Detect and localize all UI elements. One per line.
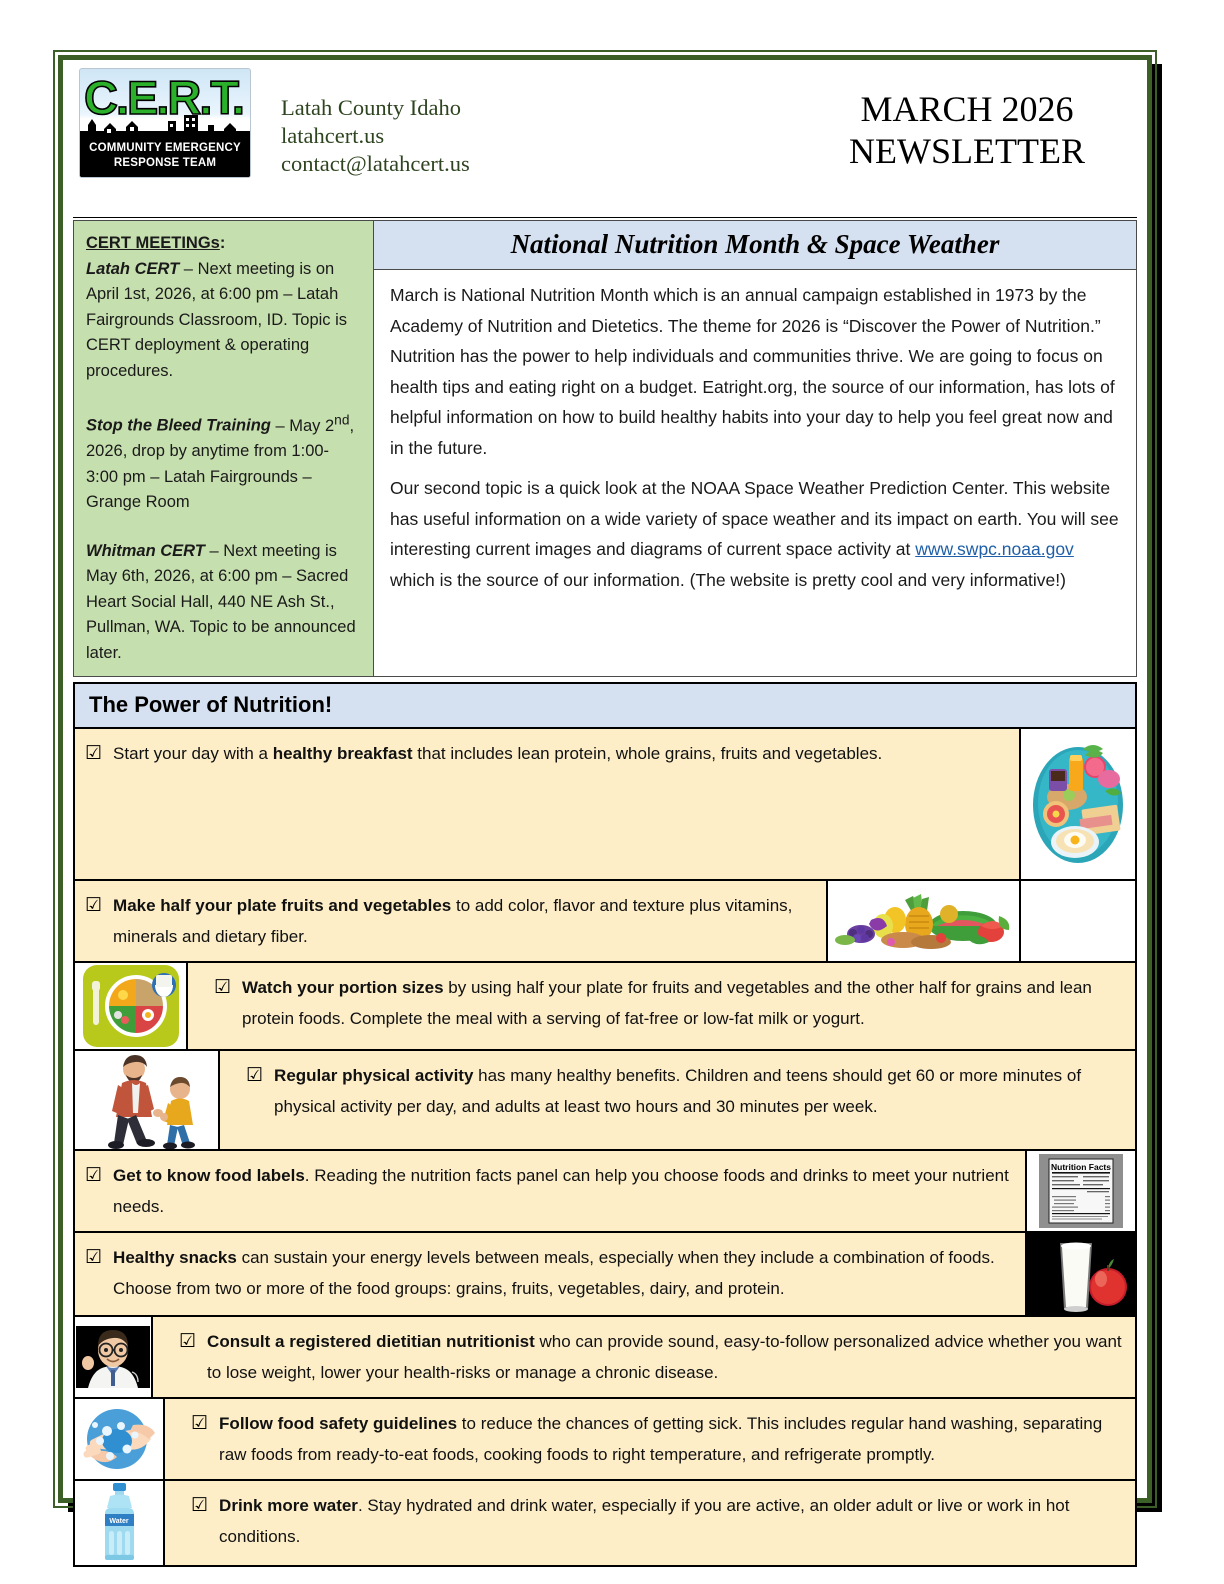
handwashing-icon-image — [75, 1399, 165, 1479]
swpc-noaa-link[interactable]: www.swpc.noaa.gov — [915, 539, 1074, 559]
top-content-band — [73, 220, 1137, 677]
tip-3-after: has many healthy benefits. Children and teens should get 60 or more minutes of physical activity per day, and adults at least two hours and 30 minutes per week. — [274, 1066, 1082, 1116]
meeting-1-block — [86, 407, 361, 516]
tip-1-body — [113, 890, 814, 952]
tip-6-text — [153, 1317, 1135, 1397]
tip-0-bold: healthy breakfast — [272, 744, 413, 763]
masthead-newsletter-label: NEWSLETTER — [849, 131, 1085, 171]
meetings-heading-block — [86, 231, 361, 384]
tip-5-body — [113, 1242, 1013, 1304]
tip-8-text — [165, 1481, 1135, 1565]
article-p2-part1: Our second topic is a quick look at the NOAA Space Weather Prediction Center. This website has useful information on a wide variety of space weather and its impact on earth. You will see interesting current images and diagrams of current space activity at — [390, 478, 1119, 559]
masthead-title — [807, 68, 1137, 172]
tip-4-text — [75, 1151, 1025, 1231]
meeting-0-detail: – Next meeting is on April 1st, 2026, at 6:00 pm – Latah Fairgrounds Classroom, ID. Topic is CERT deployment & operating procedures. — [86, 259, 348, 380]
svg-text:Water: Water — [109, 1518, 129, 1525]
tip-6-bold: Consult a registered dietitian nutritionist — [207, 1332, 535, 1351]
organization-info — [255, 68, 807, 178]
father-child-walking-icon — [82, 1051, 212, 1149]
article-paragraph-1: March is National Nutrition Month which is an annual campaign established in 1973 by the Academy of Nutrition and Dietetics. The theme for 2026 is “Discover the Power of Nutrition.” Nutrition has the power to help individuals and communities thrive. We are going to focus on health tips and eating right on a budget. Eatright.org, the source of our information, has lots of helpful information on how to build healthy habits into your day to help you feel great now and in the future. — [390, 285, 1115, 458]
tip-8-after: . Stay hydrated and drink water, especially if you are active, an older adult or live or work in hot conditions. — [219, 1496, 1070, 1546]
milk-and-apple-image — [1025, 1233, 1135, 1315]
table-row — [75, 1151, 1135, 1233]
meeting-2-block — [86, 539, 361, 667]
table-row — [75, 963, 1135, 1051]
tip-0-after: that includes lean protein, whole grains, fruits and vegetables. — [412, 744, 883, 763]
tip-3-text — [220, 1051, 1135, 1149]
meeting-1-name: Stop the Bleed Training — [86, 416, 271, 435]
meeting-2-detail: – Next meeting is May 6th, 2026, at 6:00 pm – Sacred Heart Social Hall, 440 NE Ash St., Pullman, WA. Topic to be announced later. — [86, 541, 356, 662]
tip-0-body — [113, 738, 1007, 769]
newsletter-page — [58, 55, 1152, 1546]
milk-glass-apple-icon — [1030, 1233, 1132, 1315]
dietitian-icon — [76, 1326, 150, 1388]
table-row — [75, 1233, 1135, 1317]
org-email[interactable]: contact@latahcert.us — [281, 151, 470, 176]
checkbox-icon[interactable]: ☑ — [85, 895, 103, 916]
meetings-title: CERT MEETINGs — [86, 234, 220, 252]
checkbox-icon[interactable]: ☑ — [85, 743, 103, 764]
breakfast-plate-image-continued — [1019, 881, 1135, 961]
tip-7-bold: Follow food safety guidelines — [219, 1414, 458, 1433]
nutrition-facts-label-image — [1025, 1151, 1135, 1231]
table-row — [75, 1051, 1135, 1151]
checkbox-icon[interactable]: ☑ — [214, 977, 232, 998]
water-bottle-image — [75, 1481, 165, 1565]
tip-1-bold: Make half your plate fruits and vegetables — [113, 896, 452, 915]
cert-meetings-panel — [73, 220, 373, 677]
table-row — [75, 1399, 1135, 1481]
fruits-vegetables-pile-image — [826, 881, 1019, 961]
tip-0-text — [75, 729, 1019, 879]
logo-container — [73, 68, 255, 178]
feature-article — [373, 220, 1137, 677]
handwashing-icon — [77, 1401, 161, 1477]
tip-5-after: can sustain your energy levels between meals, especially when they include a combination of foods. Choose from two or more of the food groups: grains, fruits, vegetables, dairy, and protein. — [113, 1248, 995, 1298]
tip-2-bold: Watch your portion sizes — [242, 978, 444, 997]
article-title: National Nutrition Month & Space Weather — [374, 221, 1136, 270]
logo-tagline — [80, 135, 250, 177]
article-paragraph-2 — [390, 473, 1122, 595]
tip-2-text — [188, 963, 1135, 1049]
tip-8-body — [219, 1490, 1123, 1552]
tip-0-before: Start your day with a — [113, 744, 273, 763]
father-child-walking-image — [75, 1051, 220, 1149]
logo-tagline-line1: COMMUNITY EMERGENCY — [89, 142, 241, 154]
article-body — [374, 270, 1136, 601]
org-website[interactable]: latahcert.us — [281, 123, 385, 148]
tip-3-bold: Regular physical activity — [274, 1066, 474, 1085]
table-row — [75, 1317, 1135, 1399]
section-banner-power-of-nutrition: The Power of Nutrition! — [73, 682, 1137, 729]
tip-1-text — [75, 881, 826, 961]
tip-3-body — [274, 1060, 1123, 1122]
tip-4-after: . Reading the nutrition facts panel can help you choose foods and drinks to meet your nutrient needs. — [113, 1166, 1009, 1216]
breakfast-plate-image — [1019, 729, 1135, 879]
tip-2-after: by using half your plate for fruits and vegetables and the other half for grains and lean protein foods. Complete the meal with a serving of fat-free or low-fat milk or yogurt. — [242, 978, 1092, 1028]
tip-7-text — [165, 1399, 1135, 1479]
checkbox-icon[interactable]: ☑ — [191, 1413, 209, 1434]
tip-4-body — [113, 1160, 1013, 1222]
dietitian-portrait-image — [75, 1317, 153, 1397]
checkbox-icon[interactable]: ☑ — [85, 1165, 103, 1186]
tip-2-body — [242, 972, 1123, 1034]
table-row — [75, 881, 1135, 963]
checkbox-icon[interactable]: ☑ — [179, 1331, 197, 1352]
myplate-icon-image — [75, 963, 188, 1049]
water-bottle-icon — [93, 1481, 145, 1565]
tip-6-after: who can provide sound, easy-to-follow personalized advice whether you want to lose weight, lower your health-risks or manage a chronic disease. — [207, 1332, 1122, 1382]
meeting-2-name: Whitman CERT — [86, 541, 205, 560]
tip-7-body — [219, 1408, 1123, 1470]
tip-6-body — [207, 1326, 1123, 1388]
table-row — [75, 729, 1135, 881]
checkbox-icon[interactable]: ☑ — [191, 1495, 209, 1516]
masthead-month-year: MARCH 2026 — [860, 89, 1074, 129]
tip-5-text — [75, 1233, 1025, 1315]
tip-8-bold: Drink more water — [219, 1496, 358, 1515]
checkbox-icon[interactable]: ☑ — [246, 1065, 264, 1086]
table-row — [75, 1481, 1135, 1565]
tip-4-bold: Get to know food labels — [113, 1166, 305, 1185]
myplate-icon — [81, 963, 181, 1049]
tip-1-after: to add color, flavor and texture plus vitamins, minerals and dietary fiber. — [113, 896, 793, 946]
nutrition-facts-icon — [1039, 1154, 1123, 1228]
meeting-1-detail: – May 2nd, 2026, drop by anytime from 1:00-3:00 pm – Latah Fairgrounds – Grange Room — [86, 412, 355, 511]
fruits-vegetables-icon — [831, 888, 1016, 954]
logo-tagline-line2: RESPONSE TEAM — [113, 157, 217, 169]
tip-7-after: to reduce the chances of getting sick. This includes regular hand washing, separating raw foods from ready-to-eat foods, cooking foods to right temperature, and refrigerate promptly. — [219, 1414, 1103, 1464]
breakfast-plate-icon — [1023, 729, 1133, 879]
svg-text:Nutrition Facts: Nutrition Facts — [1051, 1162, 1111, 1172]
nutrition-tips-table — [73, 729, 1137, 1567]
org-name: Latah County Idaho — [281, 95, 461, 120]
cert-logo-icon — [79, 68, 251, 178]
article-p2-part2: which is the source of our information. (The website is pretty cool and very informative!) — [390, 569, 1066, 590]
meeting-0-name: Latah CERT — [86, 259, 180, 278]
checkbox-icon[interactable]: ☑ — [85, 1247, 103, 1268]
logo-letters: C.E.R.T. — [84, 71, 243, 124]
meetings-title-colon: : — [219, 234, 226, 252]
newsletter-header — [73, 68, 1137, 218]
tip-5-bold: Healthy snacks — [113, 1248, 237, 1267]
